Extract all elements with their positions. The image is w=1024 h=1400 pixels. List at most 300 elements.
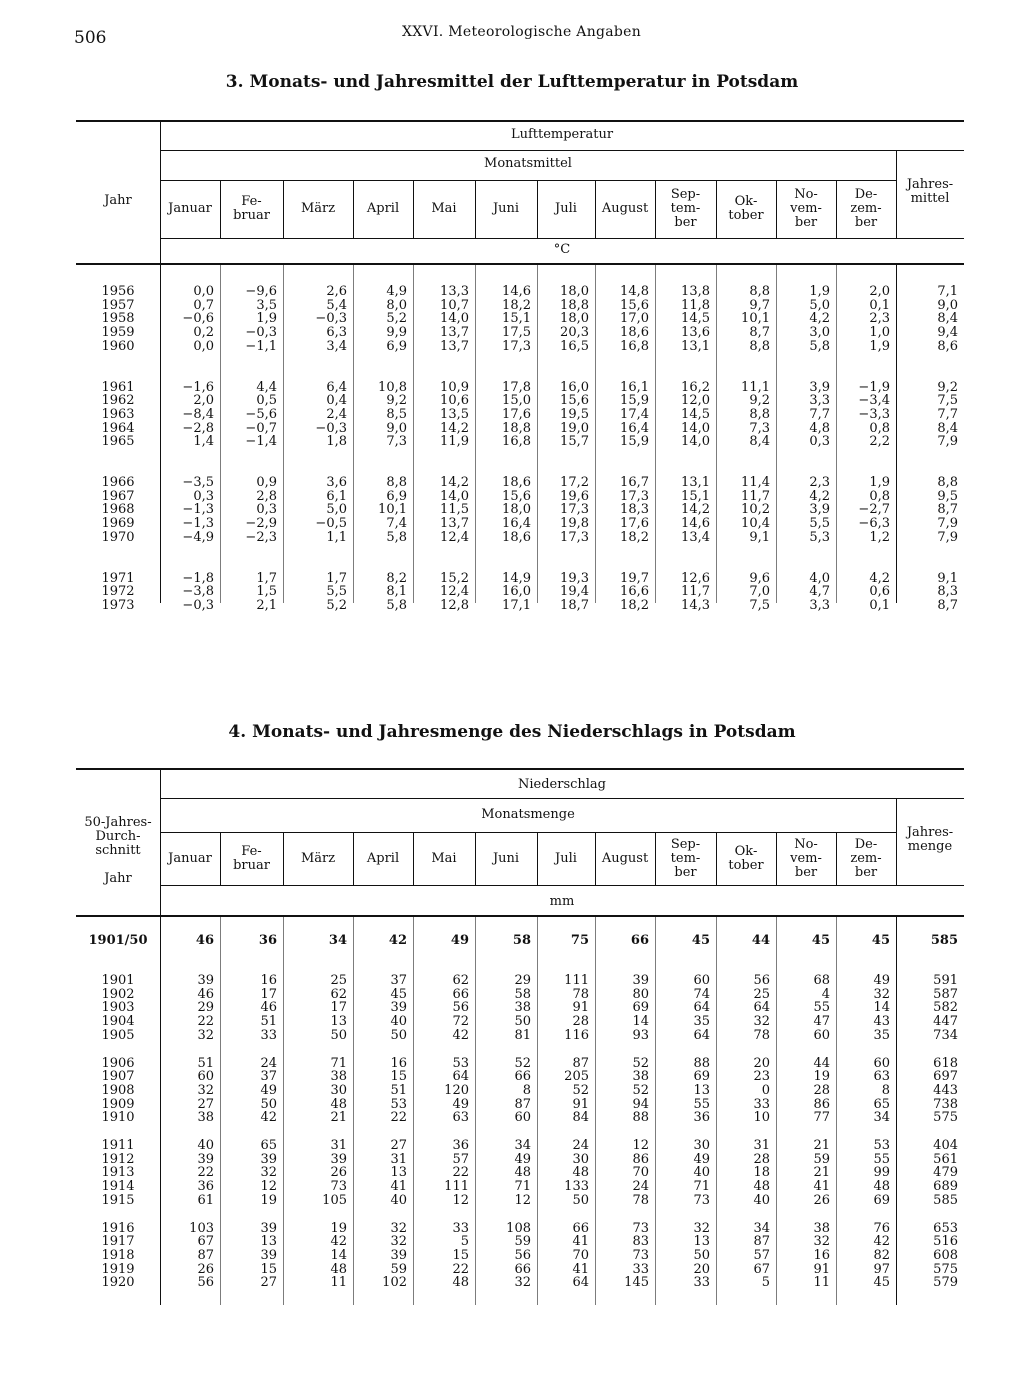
value-cell: 62 (452, 973, 469, 988)
value-cell: −1,8 (182, 570, 214, 586)
value-cell: 45 (871, 933, 890, 948)
value-cell: 1,2 (869, 529, 890, 545)
value-cell: 15,6 (502, 488, 531, 504)
year-cell: 1971 (101, 570, 135, 586)
value-cell: 39 (260, 1247, 277, 1263)
value-cell: 1,7 (326, 570, 347, 586)
year-cell: 1903 (101, 1000, 135, 1016)
value-cell: 8,4 (937, 311, 958, 327)
value-cell: 0,3 (193, 488, 214, 504)
value-cell: 64 (572, 1275, 589, 1291)
value-cell: 48 (452, 1275, 469, 1291)
value-cell: 1,9 (256, 311, 277, 327)
month-header (776, 832, 836, 885)
value-cell: 608 (933, 1247, 958, 1263)
value-cell: 86 (813, 1096, 830, 1112)
value-cell: 45 (811, 933, 830, 948)
table-row (76, 476, 964, 490)
month-header (160, 832, 220, 885)
value-cell: 41 (572, 1234, 589, 1250)
year-cell: 1959 (101, 325, 135, 341)
year-cell: 1970 (101, 529, 135, 545)
value-cell: 16,4 (502, 516, 531, 532)
value-cell: 0,3 (256, 502, 277, 518)
value-cell: 3,3 (809, 597, 830, 613)
value-cell: −2,9 (245, 516, 277, 532)
value-cell: 103 (189, 1220, 214, 1236)
value-cell: 52 (514, 1055, 531, 1071)
value-cell: 0,0 (193, 338, 214, 354)
value-cell: 68 (813, 973, 830, 988)
year-cell: 1956 (101, 284, 135, 299)
value-cell: 52 (572, 1082, 589, 1098)
value-cell: −0,3 (315, 311, 347, 327)
value-cell: 45 (390, 986, 407, 1002)
table-row (76, 1084, 964, 1098)
value-cell: 36 (693, 1110, 710, 1126)
value-cell: 14,0 (681, 434, 710, 450)
value-cell: 27 (260, 1275, 277, 1291)
value-cell: 48 (753, 1179, 770, 1195)
value-cell: 19,4 (560, 584, 589, 600)
value-cell: 0,2 (193, 325, 214, 341)
value-cell: 14 (330, 1247, 347, 1263)
month-header-label: Mai (431, 850, 457, 866)
value-cell: 15,1 (502, 311, 531, 327)
value-cell: 77 (813, 1110, 830, 1126)
value-cell: 5,0 (809, 297, 830, 313)
value-cell: 32 (873, 986, 890, 1002)
value-cell: 69 (693, 1069, 710, 1085)
value-cell: 13 (390, 1165, 407, 1181)
value-cell: 1,9 (869, 475, 890, 490)
value-cell: 1,0 (869, 325, 890, 341)
value-cell: 74 (693, 986, 710, 1002)
value-cell: −5,6 (245, 406, 277, 422)
value-cell: 88 (632, 1110, 649, 1126)
value-cell: 48 (873, 1179, 890, 1195)
table-row (76, 1249, 964, 1263)
month-header-label: April (366, 850, 400, 866)
value-cell: 32 (197, 1027, 214, 1043)
table-row (76, 1194, 964, 1208)
year-cell: 1960 (101, 338, 135, 354)
value-cell: 13,8 (681, 284, 710, 299)
value-cell: 39 (260, 1151, 277, 1167)
month-header (716, 832, 776, 885)
value-cell: 43 (873, 1014, 890, 1030)
value-cell: 48 (330, 1096, 347, 1112)
value-cell: 56 (514, 1247, 531, 1263)
value-cell: 2,8 (256, 488, 277, 504)
value-cell: 50 (572, 1192, 589, 1208)
year-cell: 1907 (101, 1069, 135, 1085)
value-cell: 32 (693, 1220, 710, 1236)
table-row (76, 1015, 964, 1029)
value-cell: 38 (813, 1220, 830, 1236)
year-cell: 1904 (101, 1014, 135, 1030)
value-cell: 133 (564, 1179, 589, 1195)
value-cell: 13,1 (681, 338, 710, 354)
value-cell: 3,6 (326, 475, 347, 490)
value-cell: 15,6 (620, 297, 649, 313)
month-header-label: Sep- tem- ber (670, 187, 701, 230)
value-cell: 38 (330, 1069, 347, 1085)
value-cell: 14,6 (502, 284, 531, 299)
value-cell: −2,3 (245, 529, 277, 545)
value-cell: 26 (330, 1165, 347, 1181)
value-cell: 71 (330, 1055, 347, 1071)
value-cell: 2,0 (193, 393, 214, 409)
value-cell: 3,4 (326, 338, 347, 354)
value-cell: −0,3 (315, 420, 347, 436)
year-cell: 1905 (101, 1027, 135, 1043)
value-cell: 8,7 (749, 325, 770, 341)
value-cell: 26 (813, 1192, 830, 1208)
value-cell: 653 (933, 1220, 958, 1236)
value-cell: 91 (572, 1000, 589, 1016)
value-cell: 1,5 (256, 584, 277, 600)
value-cell: 31 (753, 1138, 770, 1153)
month-header (220, 832, 283, 885)
value-cell: 22 (197, 1165, 214, 1181)
value-cell: 32 (197, 1082, 214, 1098)
year-cell: 1963 (101, 406, 135, 422)
value-cell: 16,2 (681, 379, 710, 395)
value-cell: 49 (450, 933, 469, 948)
value-cell: 16,4 (620, 420, 649, 436)
value-cell: 585 (933, 1192, 958, 1208)
table3 (76, 120, 964, 613)
value-cell: 19,6 (560, 488, 589, 504)
value-cell: 14,5 (681, 311, 710, 327)
value-cell: −4,9 (182, 529, 214, 545)
value-cell: 12 (632, 1138, 649, 1153)
value-cell: 14,0 (440, 488, 469, 504)
value-cell: 91 (572, 1096, 589, 1112)
table3-sub-label: Monatsmittel (484, 156, 572, 171)
value-cell: 31 (330, 1138, 347, 1153)
value-cell: 561 (933, 1151, 958, 1167)
value-cell: 16,7 (620, 475, 649, 490)
value-cell: −1,3 (182, 502, 214, 518)
value-cell: 9,6 (749, 570, 770, 586)
value-cell: 4,2 (809, 311, 830, 327)
value-cell: 41 (390, 1179, 407, 1195)
value-cell: 16,8 (502, 434, 531, 450)
month-header-label: De- zem- ber (850, 187, 882, 230)
value-cell: 53 (452, 1055, 469, 1071)
value-cell: 145 (624, 1275, 649, 1291)
table-row (76, 285, 964, 299)
value-cell: 32 (260, 1165, 277, 1181)
value-cell: 7,9 (937, 516, 958, 532)
value-cell: 49 (693, 1151, 710, 1167)
group-rule (160, 150, 964, 151)
value-cell: 2,0 (869, 284, 890, 299)
month-header-label: Ok- tober (728, 194, 764, 223)
value-cell: 1,1 (326, 529, 347, 545)
table4 (76, 768, 964, 1308)
value-cell: 8,8 (386, 475, 407, 490)
value-cell: 2,3 (869, 311, 890, 327)
value-cell: 11,5 (440, 502, 469, 518)
table4-sub-label: Monatsmenge (481, 807, 575, 822)
month-header-label: Januar (168, 201, 212, 216)
group-rule (160, 798, 964, 799)
value-cell: 8,4 (749, 434, 770, 450)
value-cell: 21 (330, 1110, 347, 1126)
value-cell: 19,7 (620, 570, 649, 586)
value-cell: 19 (330, 1220, 347, 1236)
value-cell: 78 (632, 1192, 649, 1208)
value-cell: 16,0 (560, 379, 589, 395)
month-header-label: März (300, 850, 336, 866)
value-cell: 37 (390, 973, 407, 988)
year-cell: 1964 (101, 420, 135, 436)
value-cell: 575 (933, 1261, 958, 1277)
value-cell: 55 (873, 1151, 890, 1167)
value-cell: 17,3 (620, 488, 649, 504)
value-cell: 6,9 (386, 338, 407, 354)
value-cell: 7,1 (937, 284, 958, 299)
value-cell: 11,4 (741, 475, 770, 490)
value-cell: 14,3 (681, 597, 710, 613)
value-cell: 5,5 (326, 584, 347, 600)
value-cell: 13,6 (681, 325, 710, 341)
value-cell: −1,4 (245, 434, 277, 450)
value-cell: 38 (197, 1110, 214, 1126)
value-cell: 59 (813, 1151, 830, 1167)
value-cell: −0,6 (182, 311, 214, 327)
table4-year-label: 50-Jahres- Durch- schnitt Jahr (84, 815, 152, 886)
month-header-label: Mai (431, 201, 457, 216)
value-cell: 58 (514, 986, 531, 1002)
value-cell: 27 (390, 1138, 407, 1153)
value-cell: 18,6 (620, 325, 649, 341)
value-cell: 3,9 (809, 502, 830, 518)
table-row (76, 1180, 964, 1194)
value-cell: 34 (873, 1110, 890, 1126)
value-cell: 8,2 (386, 570, 407, 586)
value-cell: 443 (933, 1082, 958, 1098)
value-cell: 14,0 (681, 420, 710, 436)
value-cell: 82 (873, 1247, 890, 1263)
value-cell: 16 (390, 1055, 407, 1071)
value-cell: 49 (514, 1151, 531, 1167)
value-cell: 1,4 (193, 434, 214, 450)
month-header (836, 832, 896, 885)
value-cell: 0,8 (869, 420, 890, 436)
value-cell: 18,8 (502, 420, 531, 436)
value-cell: 93 (632, 1027, 649, 1043)
value-cell: 8,1 (386, 584, 407, 600)
value-cell: 5,3 (809, 529, 830, 545)
value-cell: 0,3 (809, 434, 830, 450)
month-rule (160, 238, 964, 239)
value-cell: 15 (452, 1247, 469, 1263)
value-cell: 61 (197, 1192, 214, 1208)
value-cell: 8 (522, 1082, 531, 1098)
value-cell: 18,3 (620, 502, 649, 518)
value-cell: 3,5 (256, 297, 277, 313)
value-cell: 66 (572, 1220, 589, 1236)
value-cell: 697 (933, 1069, 958, 1085)
value-cell: 65 (873, 1096, 890, 1112)
year-cell: 1913 (101, 1165, 135, 1181)
value-cell: 17,8 (502, 379, 531, 395)
value-cell: 70 (572, 1247, 589, 1263)
value-cell: 39 (260, 1220, 277, 1236)
value-cell: 11,1 (741, 379, 770, 395)
value-cell: 0,1 (869, 597, 890, 613)
year-cell: 1918 (101, 1247, 135, 1263)
value-cell: 738 (933, 1096, 958, 1112)
value-cell: 10 (753, 1110, 770, 1126)
value-cell: 5,2 (386, 311, 407, 327)
year-cell: 1906 (101, 1055, 135, 1071)
table-row (76, 435, 964, 449)
value-cell: 29 (197, 1000, 214, 1016)
value-cell: 57 (753, 1247, 770, 1263)
value-cell: 9,4 (937, 325, 958, 341)
value-cell: 39 (197, 973, 214, 988)
value-cell: 37 (260, 1069, 277, 1085)
value-cell: 81 (514, 1027, 531, 1043)
value-cell: 40 (753, 1192, 770, 1208)
table-row (76, 326, 964, 340)
value-cell: 18,2 (620, 529, 649, 545)
value-cell: 12,4 (440, 584, 469, 600)
value-cell: 19,3 (560, 570, 589, 586)
month-header-label: Juli (555, 850, 577, 866)
year-cell: 1968 (101, 502, 135, 518)
header-bottom-rule (76, 263, 964, 265)
value-cell: 50 (390, 1027, 407, 1043)
value-cell: 4,4 (256, 379, 277, 395)
value-cell: 56 (452, 1000, 469, 1016)
value-cell: 24 (632, 1179, 649, 1195)
header-bottom-rule (76, 915, 964, 917)
value-cell: 50 (260, 1096, 277, 1112)
value-cell: 16 (260, 973, 277, 988)
year-cell: 1915 (101, 1192, 135, 1208)
value-cell: 15,6 (560, 393, 589, 409)
value-cell: 22 (197, 1014, 214, 1030)
value-cell: 4,2 (809, 488, 830, 504)
value-cell: 17,6 (620, 516, 649, 532)
value-cell: 108 (506, 1220, 531, 1236)
value-cell: 14 (873, 1000, 890, 1016)
year-cell: 1917 (101, 1234, 135, 1250)
value-cell: −3,5 (182, 475, 214, 490)
value-cell: 20 (693, 1261, 710, 1277)
month-header (537, 180, 595, 238)
month-header-label: Juli (555, 201, 577, 216)
value-cell: 0 (761, 1082, 770, 1098)
value-cell: 32 (514, 1275, 531, 1291)
value-cell: 7,5 (749, 597, 770, 613)
value-cell: 8,4 (937, 420, 958, 436)
value-cell: 689 (933, 1179, 958, 1195)
value-cell: 5,4 (326, 297, 347, 313)
value-cell: 18,6 (502, 475, 531, 490)
value-cell: 16,6 (620, 584, 649, 600)
month-header (160, 180, 220, 238)
year-cell: 1901/50 (88, 933, 148, 948)
value-cell: 15 (390, 1069, 407, 1085)
year-cell: 1910 (101, 1110, 135, 1126)
value-cell: 6,9 (386, 488, 407, 504)
value-cell: 67 (753, 1261, 770, 1277)
value-cell: 13,4 (681, 529, 710, 545)
value-cell: 105 (322, 1192, 347, 1208)
value-cell: 25 (753, 986, 770, 1002)
table-row (76, 531, 964, 545)
value-cell: 87 (514, 1096, 531, 1112)
value-cell: −0,3 (245, 325, 277, 341)
value-cell: 22 (390, 1110, 407, 1126)
value-cell: 94 (632, 1096, 649, 1112)
table-row (76, 1029, 964, 1043)
value-cell: 78 (753, 1027, 770, 1043)
value-cell: 30 (330, 1082, 347, 1098)
month-header (475, 180, 537, 238)
value-cell: 42 (873, 1234, 890, 1250)
value-cell: 63 (452, 1110, 469, 1126)
value-cell: 97 (873, 1261, 890, 1277)
value-cell: 73 (330, 1179, 347, 1195)
value-cell: 36 (197, 1179, 214, 1195)
value-cell: 6,3 (326, 325, 347, 341)
value-cell: 11 (813, 1275, 830, 1291)
month-header (413, 832, 475, 885)
value-cell: 18,2 (502, 297, 531, 313)
value-cell: 205 (564, 1069, 589, 1085)
value-cell: 1,8 (326, 434, 347, 450)
value-cell: 404 (933, 1138, 958, 1153)
year-cell: 1914 (101, 1179, 135, 1195)
value-cell: 3,9 (809, 379, 830, 395)
year-cell: 1969 (101, 516, 135, 532)
value-cell: 50 (330, 1027, 347, 1043)
value-cell: 3,3 (809, 393, 830, 409)
value-cell: 7,4 (386, 516, 407, 532)
value-cell: 87 (572, 1055, 589, 1071)
value-cell: 41 (572, 1261, 589, 1277)
table4-unit: mm (549, 894, 575, 909)
year-cell: 1919 (101, 1261, 135, 1277)
value-cell: 9,2 (386, 393, 407, 409)
value-cell: 19,0 (560, 420, 589, 436)
value-cell: 60 (873, 1055, 890, 1071)
value-cell: 86 (632, 1151, 649, 1167)
value-cell: 10,6 (440, 393, 469, 409)
value-cell: 46 (197, 986, 214, 1002)
value-cell: 587 (933, 986, 958, 1002)
year-cell: 1909 (101, 1096, 135, 1112)
value-cell: 24 (260, 1055, 277, 1071)
value-cell: 11 (330, 1275, 347, 1291)
value-cell: 42 (330, 1234, 347, 1250)
value-cell: 26 (197, 1261, 214, 1277)
value-cell: −1,9 (858, 379, 890, 395)
value-cell: 39 (390, 1000, 407, 1016)
value-cell: 2,1 (256, 597, 277, 613)
year-cell: 1962 (101, 393, 135, 409)
value-cell: 9,1 (749, 529, 770, 545)
value-cell: 12 (452, 1192, 469, 1208)
